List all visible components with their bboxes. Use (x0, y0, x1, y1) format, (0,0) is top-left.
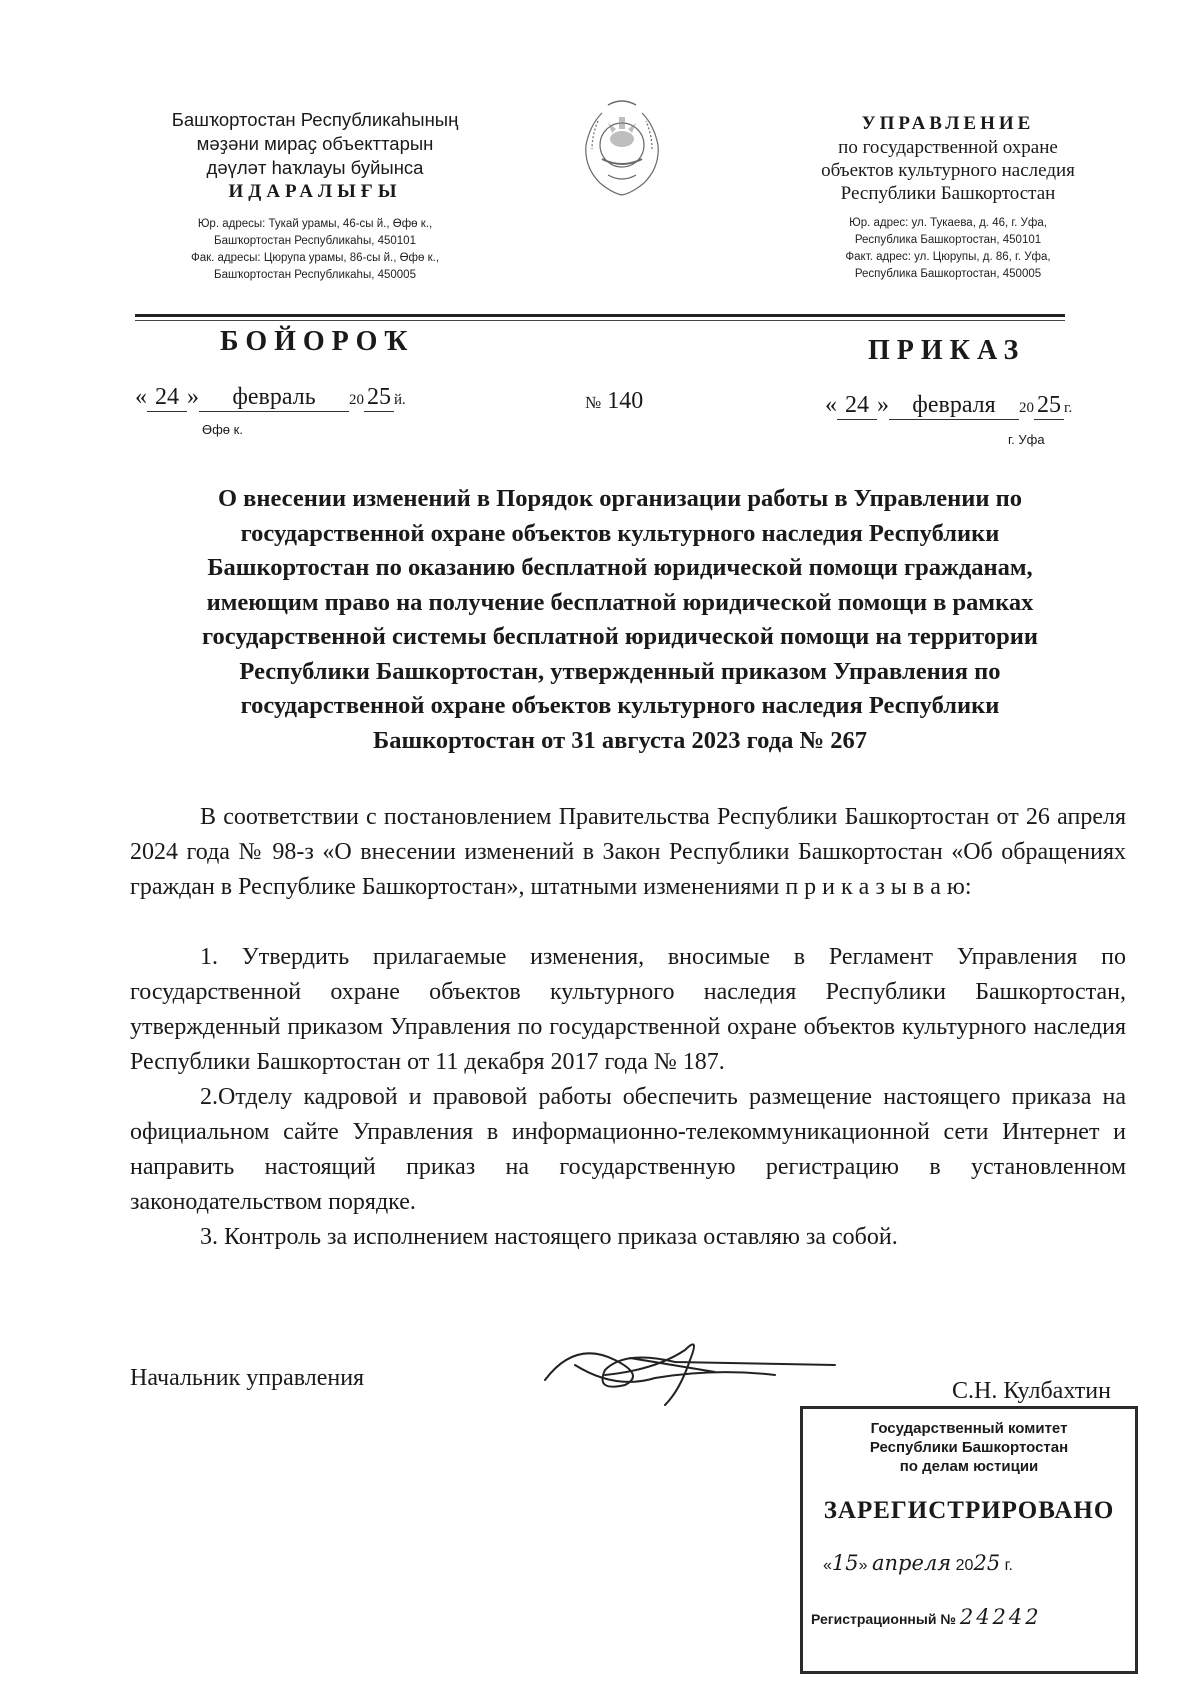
number-value: 140 (607, 388, 644, 414)
signatory-name: С.Н. Кулбахтин (952, 1378, 1111, 1404)
address-line: Юр. адрес: ул. Тукаева, д. 46, г. Уфа, (849, 217, 1047, 229)
stamp-month: апреля (872, 1551, 952, 1575)
date-year: 25 (1034, 392, 1064, 420)
registration-stamp (800, 1406, 1138, 1674)
stamp-reg-number: Регистрационный № 24242 (811, 1605, 1042, 1629)
stamp-reg-value: 24242 (959, 1605, 1042, 1629)
date-bashkir: « 24 » февраль 20 25 й. (135, 384, 406, 410)
org-line: Башҡортостан Республикаһының (171, 109, 459, 130)
header-left-org (120, 108, 510, 284)
city-bashkir: Өфө к. (202, 422, 243, 437)
date-day: 24 (837, 392, 877, 420)
document-number (585, 388, 643, 415)
date-day: 24 (147, 384, 187, 412)
address-line: Башҡортостан Республикаһы, 450005 (214, 269, 416, 281)
header-divider-thin (135, 320, 1065, 321)
org-line: по государственной охране (838, 137, 1058, 158)
stamp-org: Государственный комитет Республики Башкортостан по делам юстиции (869, 1420, 1069, 1475)
stamp-status: ЗАРЕГИСТРИРОВАНО (823, 1497, 1115, 1524)
doc-type-russian: ПРИКАЗ (868, 335, 1026, 366)
stamp-year: 25 (973, 1551, 1001, 1575)
stamp-day: 15 (831, 1551, 859, 1575)
address-block (120, 216, 510, 284)
address-line: Юр. адресы: Тукай урамы, 46-сы й., Өфө к., (197, 218, 433, 230)
date-month: февраль (199, 384, 349, 412)
signatory-title: Начальник управления (130, 1365, 365, 1391)
date-month: февраля (889, 392, 1019, 420)
org-line: мәҙәни мираҫ объекттарын (196, 133, 434, 154)
header-right-org (778, 112, 1118, 283)
address-line: Башҡортостан Республикаһы, 450101 (214, 235, 416, 247)
org-line: дәүләт һаҡлауы буйынса (206, 157, 424, 178)
org-line: объектов культурного наследия (821, 160, 1075, 181)
header-divider (135, 314, 1065, 317)
address-line: Республика Башкортостан, 450005 (854, 268, 1042, 280)
address-line: Республика Башкортостан, 450101 (854, 234, 1042, 246)
org-line: Республики Башкортостан (840, 183, 1056, 204)
document-heading: О внесении изменений в Порядок организации работы в Управлении по государственной охране объектов культурного наследия Республики Башкортостан по оказанию бесплатной юридической помощи гражданам, имеющим право на получение бесплатной юридической помощи в рамках государственной системы бесплатной юридической помощи на территории Республики Башкортостан, утвержденный приказом Управления по государственной охране объектов культурного наследия Республики Башкортостан от 31 августа 2023 года № 267 (202, 485, 1038, 754)
address-block (778, 215, 1118, 283)
org-name-strong: ИДАРАЛЫҒЫ (228, 181, 402, 202)
date-year: 25 (364, 384, 394, 412)
preamble-paragraph: В соответствии с постановлением Правительства Республики Башкортостан от 26 апреля 2024 года № 98-з «О внесении изменений в Закон Республики Башкортостан «Об обращениях граждан в Республике Башкортостан», штатными изменениями п р и к а з ы в а ю: (130, 804, 1126, 900)
order-item-1: 1. Утвердить прилагаемые изменения, вносимые в Регламент Управления по государственной охране объектов культурного наследия Республики Башкортостан, утвержденный приказом Управления по государственной охране объектов культурного наследия Республики Башкортостан от 11 декабря 2017 года № 187. (130, 944, 1126, 1075)
date-russian: « 24 » февраля 20 25 г. (825, 392, 1073, 418)
number-label: № (585, 393, 602, 412)
coat-of-arms-emblem (572, 95, 672, 203)
city-russian: г. Уфа (1008, 432, 1045, 447)
address-line: Факт. адрес: ул. Цюрупы, д. 86, г. Уфа, (845, 251, 1051, 263)
doc-type-bashkir: БОЙОРОҠ (220, 326, 415, 357)
handwritten-signature (535, 1320, 895, 1410)
order-item-3: 3. Контроль за исполнением настоящего приказа оставляю за собой. (200, 1224, 898, 1250)
stamp-date: «15» апреля 2025 г. (823, 1551, 1013, 1575)
order-item-2: 2.Отделу кадровой и правовой работы обеспечить размещение настоящего приказа на официальном сайте Управления в информационно-телекоммуникационной сети Интернет и направить настоящий приказ на государственную регистрацию в установленном законодательством порядке. (130, 1084, 1126, 1215)
address-line: Фак. адресы: Цюрупа урамы, 86-сы й., Өфө к., (190, 252, 440, 264)
org-name-strong: УПРАВЛЕНИЕ (861, 113, 1035, 134)
